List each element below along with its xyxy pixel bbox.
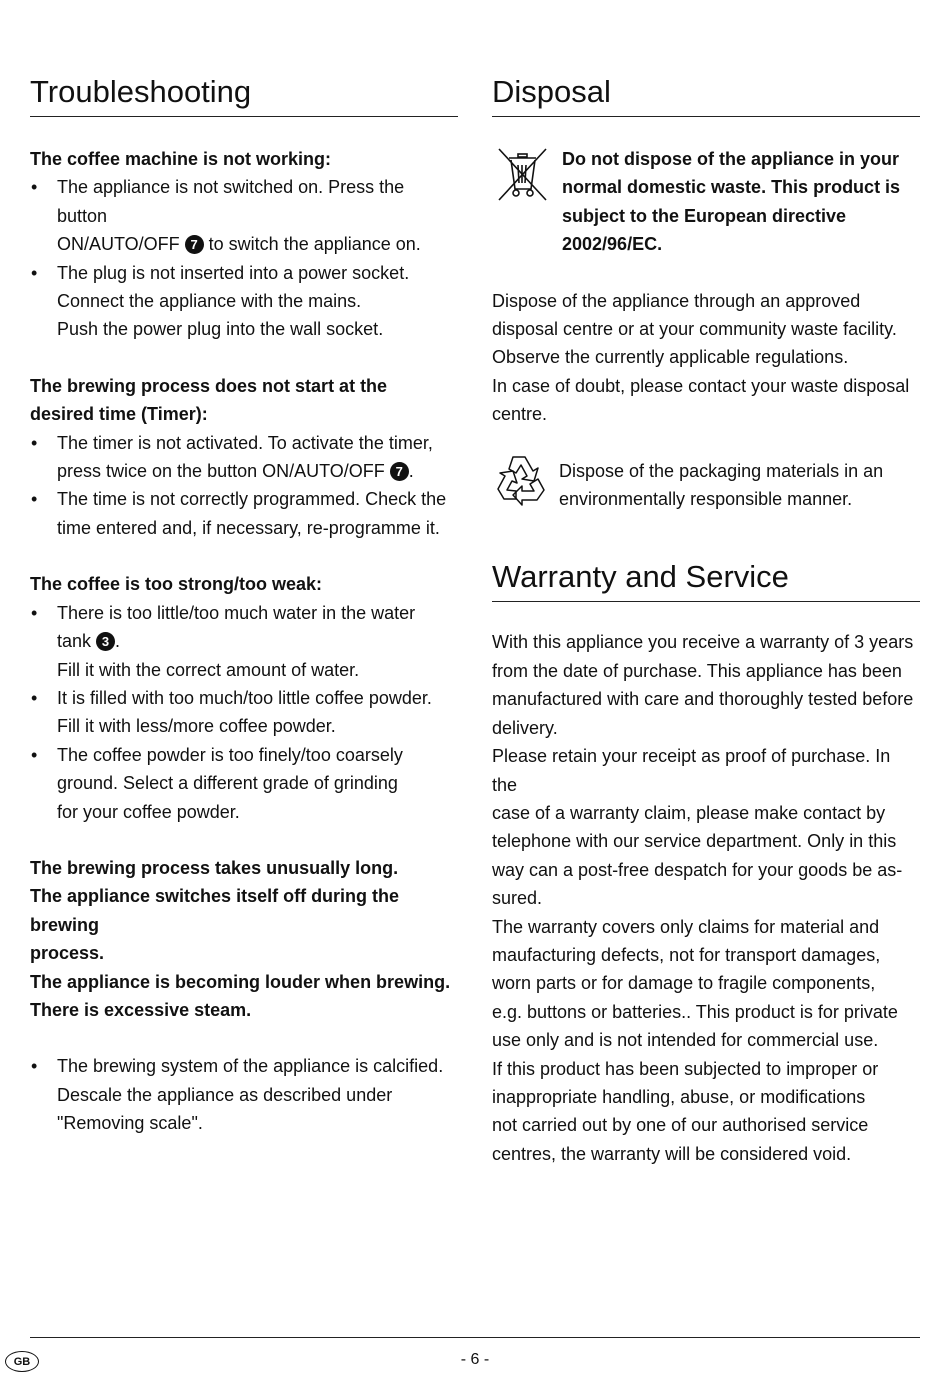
trouble-item-line	[57, 457, 458, 485]
troubleshooting-title: Troubleshooting	[30, 72, 458, 117]
trouble-item-line: Push the power plug into the wall socket.	[57, 319, 384, 340]
disposal-warning-line: Do not dispose of the appliance in your	[562, 149, 900, 169]
trouble-item	[30, 684, 458, 741]
trouble-item-line: Fill it with the correct amount of water.	[57, 659, 360, 680]
trouble-item	[30, 741, 458, 826]
trouble-group-strength	[30, 570, 458, 826]
disposal-title: Disposal	[492, 72, 920, 117]
trouble-item-text: press twice on the button ON/AUTO/OFF	[57, 461, 390, 482]
disposal-warning-line: 2002/96/EC.	[562, 234, 663, 255]
trouble-item-line: • The timer is not activated. To activate the timer,	[57, 432, 433, 453]
warranty-line: centres, the warranty will be considered void.	[492, 1143, 852, 1164]
warranty-line: delivery.	[492, 717, 558, 738]
part-number-badge: 3	[96, 632, 115, 651]
disposal-body-line: disposal centre or at your community waste facility.	[492, 319, 897, 340]
warranty-line: case of a warranty claim, please make contact by	[492, 802, 886, 823]
trouble-item-line: • There is too little/too much water in the water	[57, 602, 416, 623]
warranty-line: manufactured with care and thoroughly tested before	[492, 689, 914, 710]
warranty-line: If this product has been subjected to improper or	[492, 1058, 879, 1079]
disposal-warning	[492, 145, 920, 259]
warranty-line: Please retain your receipt as proof of purchase. In the	[492, 746, 891, 795]
warranty-title: Warranty and Service	[492, 557, 920, 602]
trouble-item-line: for your coffee powder.	[57, 801, 240, 822]
warranty-line: way can a post-free despatch for your goods be as-	[492, 859, 903, 880]
trouble-item	[30, 1052, 458, 1137]
disposal-warranty-column	[492, 72, 920, 1168]
trouble-item-text: to switch the appliance on.	[203, 234, 421, 255]
trouble-group-timer	[30, 372, 458, 542]
trouble-item-line: • It is filled with too much/too little coffee powder.	[57, 687, 432, 708]
trouble-item	[30, 173, 458, 258]
warranty-line: from the date of purchase. This appliance has been	[492, 660, 902, 681]
trouble-heading: The brewing process does not start at the	[30, 375, 388, 396]
packaging-line: Dispose of the packaging materials in an	[559, 460, 884, 481]
trouble-heading: process.	[30, 943, 105, 964]
trouble-item-line	[57, 230, 458, 258]
trouble-item-line: • The plug is not inserted into a power socket.	[57, 262, 410, 283]
trouble-item	[30, 485, 458, 542]
trouble-heading: desired time (Timer):	[30, 404, 208, 425]
trouble-item-line: • The coffee powder is too finely/too coarsely	[57, 744, 403, 765]
trouble-heading: There is excessive steam.	[30, 999, 252, 1020]
warranty-line: maufacturing defects, not for transport damages,	[492, 944, 881, 965]
warranty-body	[492, 628, 920, 1168]
country-badge: GB	[5, 1351, 39, 1372]
warranty-line: sured.	[492, 888, 543, 909]
packaging-note	[492, 457, 920, 514]
disposal-body-line: Observe the currently applicable regulations.	[492, 347, 849, 368]
warranty-line: worn parts or for damage to fragile components,	[492, 973, 876, 994]
trouble-item-line	[57, 627, 458, 655]
crossed-out-wheelie-bin-icon	[492, 145, 550, 205]
trouble-group-not-working	[30, 145, 458, 344]
page-number: - 6 -	[460, 1351, 490, 1368]
trouble-heading: The brewing process takes unusually long.	[30, 857, 399, 878]
warranty-line: With this appliance you receive a warranty of 3 years	[492, 632, 914, 653]
trouble-item	[30, 259, 458, 344]
trouble-heading: The coffee is too strong/too weak:	[30, 574, 323, 595]
trouble-item-line: time entered and, if necessary, re-programme it.	[57, 517, 440, 538]
disposal-body-line: Dispose of the appliance through an approved	[492, 290, 861, 311]
trouble-item-line: Descale the appliance as described under	[57, 1084, 393, 1105]
part-number-badge: 7	[390, 462, 409, 481]
warranty-line: e.g. buttons or batteries.. This product is for private	[492, 1001, 898, 1022]
disposal-warning-line: subject to the European directive	[562, 205, 847, 226]
trouble-item	[30, 599, 458, 684]
trouble-item-line: • The time is not correctly programmed. Check the	[57, 489, 447, 510]
trouble-heading: The appliance switches itself off during the brewing	[30, 886, 400, 935]
warranty-line: use only and is not intended for commercial use.	[492, 1030, 879, 1051]
trouble-item-line: • The appliance is not switched on. Press the button	[57, 177, 405, 226]
troubleshooting-column	[30, 72, 458, 1138]
trouble-item-line: ground. Select a different grade of grinding	[57, 773, 398, 794]
trouble-item-line: • The brewing system of the appliance is calcified.	[57, 1056, 444, 1077]
part-number-badge: 7	[185, 235, 204, 254]
warranty-line: inappropriate handling, abuse, or modifications	[492, 1086, 866, 1107]
trouble-item-text: ON/AUTO/OFF	[57, 234, 185, 255]
trouble-item	[30, 429, 458, 486]
footer-divider	[30, 1337, 920, 1338]
disposal-body-line: In case of doubt, please contact your waste disposal	[492, 375, 910, 396]
trouble-item-line: Connect the appliance with the mains.	[57, 291, 362, 312]
trouble-item-text: tank	[57, 631, 97, 652]
disposal-body	[492, 287, 920, 429]
trouble-item-text: .	[408, 461, 414, 482]
trouble-heading: The appliance is becoming louder when brewing.	[30, 971, 451, 992]
trouble-item-text: .	[115, 631, 121, 652]
warranty-line: not carried out by one of our authorised service	[492, 1115, 869, 1136]
packaging-line: environmentally responsible manner.	[559, 489, 853, 510]
recycle-icon	[492, 451, 550, 507]
warranty-line: The warranty covers only claims for material and	[492, 916, 880, 937]
trouble-item-line: Fill it with less/more coffee powder.	[57, 716, 336, 737]
trouble-item-line: "Removing scale".	[57, 1113, 203, 1134]
warranty-line: telephone with our service department. Only in this	[492, 831, 897, 852]
trouble-group-brewing-long	[30, 854, 458, 1138]
disposal-warning-line: normal domestic waste. This product is	[562, 177, 901, 198]
trouble-heading: The coffee machine is not working:	[30, 149, 332, 169]
disposal-body-line: centre.	[492, 404, 548, 425]
